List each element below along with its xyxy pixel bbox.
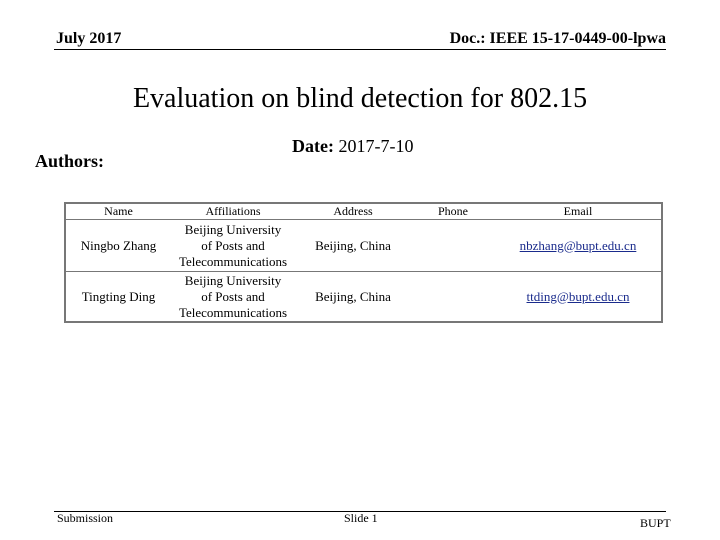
author-name: Ningbo Zhang	[65, 220, 171, 272]
author-address: Beijing, China	[295, 220, 411, 272]
column-header-affiliations: Affiliations	[171, 203, 295, 220]
affiliation-line: Telecommunications	[178, 304, 288, 320]
table-header-row	[65, 203, 662, 220]
column-header-email: Email	[495, 203, 662, 220]
author-phone	[411, 272, 495, 323]
column-header-address: Address	[295, 203, 411, 220]
date-label: Date:	[292, 136, 334, 156]
header-date: July 2017	[56, 30, 122, 47]
author-name: Tingting Ding	[81, 288, 156, 304]
author-email-link[interactable]: ttding@bupt.edu.cn	[526, 288, 630, 304]
affiliation-line: Beijing University	[184, 221, 282, 237]
author-affiliation	[171, 272, 295, 323]
footer-slide-number: Slide 1	[344, 511, 378, 525]
author-affiliation	[171, 220, 295, 272]
table-row	[65, 220, 662, 272]
table-row	[65, 272, 662, 323]
affiliation-line: Beijing University	[184, 272, 282, 288]
affiliation-line: of Posts and	[201, 288, 265, 304]
footer-submission: Submission	[57, 511, 114, 525]
affiliation-line: of Posts and	[201, 237, 265, 253]
affiliation-line: Telecommunications	[178, 253, 288, 269]
date-line	[292, 136, 413, 157]
header-doc-id: Doc.: IEEE 15-17-0449-00-lpwa	[449, 30, 666, 47]
author-email-cell	[495, 272, 662, 323]
authors-table	[64, 202, 663, 323]
footer-organization: BUPT	[640, 516, 671, 530]
author-phone	[411, 220, 495, 272]
author-address: Beijing, China	[315, 288, 391, 304]
author-email-link[interactable]: nbzhang@bupt.edu.cn	[519, 237, 637, 253]
header-divider	[54, 49, 666, 50]
column-header-name: Name	[65, 203, 171, 220]
authors-label: Authors:	[35, 151, 105, 171]
column-header-phone: Phone	[411, 203, 495, 220]
slide-title: Evaluation on blind detection for 802.15	[132, 83, 588, 114]
author-email-cell	[495, 220, 662, 272]
date-value: 2017-7-10	[338, 136, 414, 156]
